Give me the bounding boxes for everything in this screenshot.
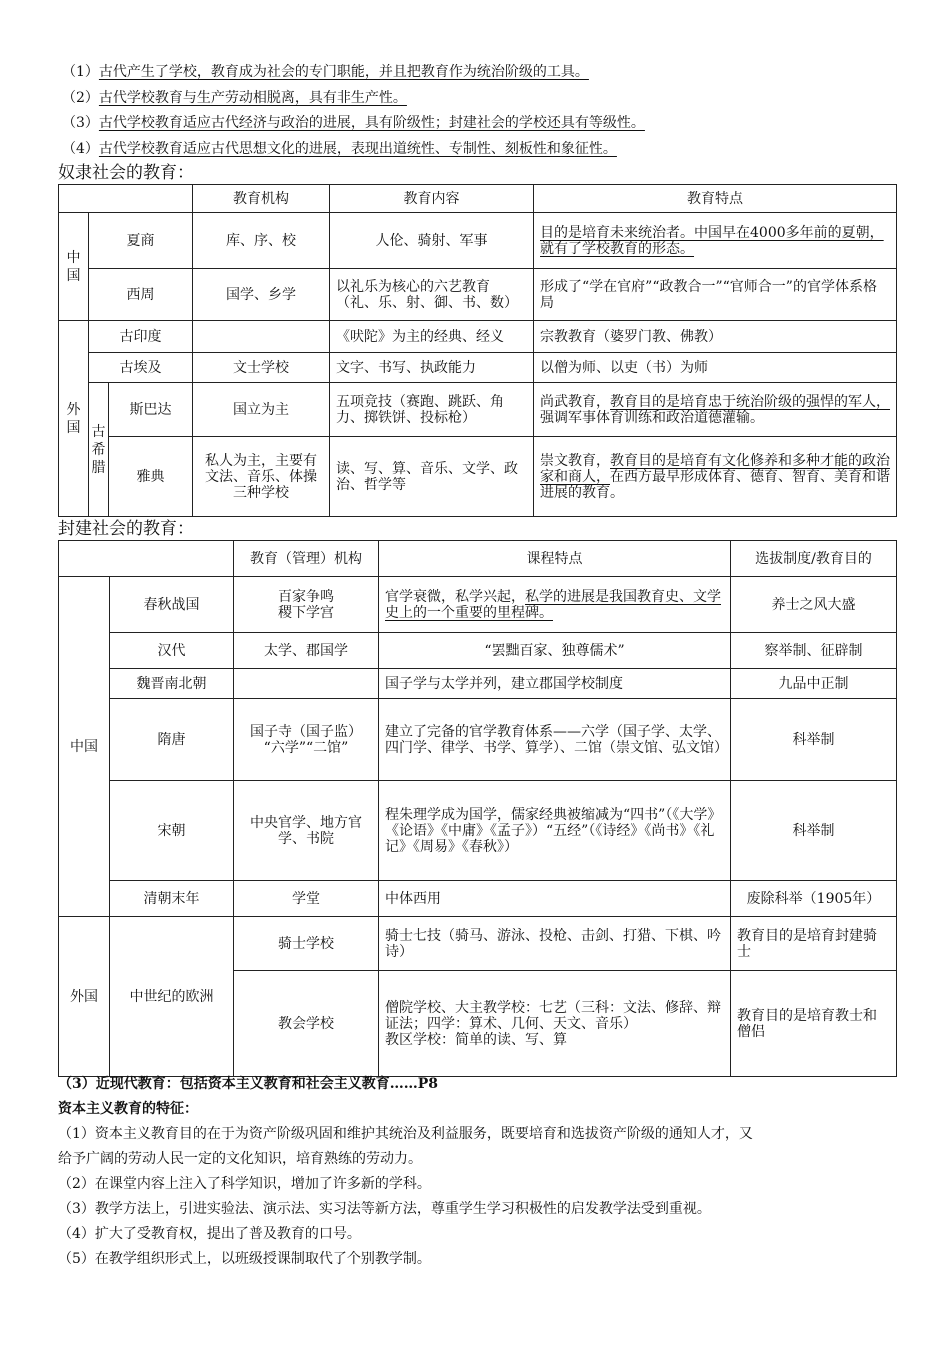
table-row (59, 383, 897, 437)
header-course: 课程特点 (379, 541, 731, 577)
content-cell: 文字、书写、执政能力 (330, 353, 534, 383)
course-cell: 官学衰微，私学兴起，私学的进展是我国教育史、文学史上的一个重要的里程碑。 (379, 577, 731, 633)
slave-education-table (58, 184, 897, 517)
institution-cell (234, 669, 379, 699)
table-row (59, 321, 897, 353)
vertical-char: 国 (66, 419, 81, 436)
selection-cell: 养士之风大盛 (731, 577, 897, 633)
vertical-char: 国 (66, 267, 81, 284)
course-cell: 建立了完备的官学教育体系——六学（国子学、太学、四门学、律学、书学、算学）、二馆（崇文馆、弘文馆） (379, 699, 731, 781)
table-row (59, 213, 897, 269)
intro-text: 古代学校教育与生产劳动相脱离，具有非生产性。 (98, 90, 407, 106)
modern-line: （3）近现代教育：包括资本主义教育和社会主义教育……P8 (58, 1076, 439, 1092)
period-name: 汉代 (110, 633, 234, 669)
capitalist-item: 给予广阔的劳动人民一定的文化知识，培育熟练的劳动力。 (58, 1151, 422, 1167)
capitalist-item: （3）教学方法上，引进实验法、演示法、实习法等新方法，尊重学生学习积极性的启发教学法受到重视。 (58, 1201, 711, 1217)
intro-line-3 (62, 113, 645, 133)
table-row (59, 881, 897, 917)
table-row (59, 699, 897, 781)
intro-line-2 (62, 88, 407, 108)
period-name: 夏商 (89, 213, 193, 269)
intro-prefix: （1） (62, 64, 99, 80)
capitalist-item: （5）在教学组织形式上，以班级授课制取代了个别教学制。 (58, 1251, 431, 1267)
intro-text: 古代学校教育适应古代思想文化的进展，表现出道统性、专制性、刻板性和象征性。 (98, 141, 617, 157)
capitalist-heading: 资本主义教育的特征： (58, 1101, 198, 1117)
region-foreign-label: 外国 (59, 917, 110, 1077)
period-name: 古印度 (89, 321, 193, 353)
course-cell: 骑士七技（骑马、游泳、投枪、击剑、打猎、下棋、吟诗） (379, 917, 731, 971)
region-china-label: 中国 (59, 577, 110, 917)
institution-cell: 教会学校 (234, 971, 379, 1077)
intro-prefix: （2） (62, 90, 99, 106)
greece-label (89, 383, 109, 517)
table-header-row (59, 185, 897, 213)
content-cell: 读、写、算、音乐、文学、政治、哲学等 (330, 437, 534, 517)
capitalist-item: （4）扩大了受教育权，提出了普及教育的口号。 (58, 1226, 361, 1242)
header-feature: 教育特点 (534, 185, 897, 213)
region-china-label (59, 213, 89, 321)
vertical-char: 希 (91, 441, 106, 458)
vertical-char: 外 (66, 401, 81, 418)
vertical-char: 中 (66, 249, 81, 266)
institution-cell: 骑士学校 (234, 917, 379, 971)
header-empty-cell (59, 541, 234, 577)
vertical-char: 古 (91, 423, 106, 440)
table-row (59, 669, 897, 699)
region-foreign-label (59, 321, 89, 517)
institution-cell: 国子寺（国子监） “六学”“二馆” (234, 699, 379, 781)
capitalist-item: （2）在课堂内容上注入了科学知识，增加了许多新的学科。 (58, 1176, 431, 1192)
course-cell: 僧院学校、大主教学校：七艺（三科：文法、修辞、辩证法；四学：算术、几何、天文、音乐） 教区学校：简单的读、写、算 (379, 971, 731, 1077)
feature-cell: 目的是培育未来统治者。中国早在4000多年前的夏朝，就有了学校教育的形态。 (534, 213, 897, 269)
institution-cell (193, 321, 330, 353)
table-row (59, 577, 897, 633)
header-institution: 教育（管理）机构 (234, 541, 379, 577)
table-row (59, 917, 897, 971)
intro-prefix: （3） (62, 115, 99, 131)
intro-text: 古代学校教育适应古代经济与政治的进展，具有阶级性；封建社会的学校还具有等级性。 (98, 115, 645, 131)
intro-line-4 (62, 139, 617, 159)
period-name: 斯巴达 (109, 383, 193, 437)
feature-cell: 宗教教育（婆罗门教、佛教） (534, 321, 897, 353)
period-name: 古埃及 (89, 353, 193, 383)
content-cell: 《吠陀》为主的经典、经义 (330, 321, 534, 353)
institution-cell: 太学、郡国学 (234, 633, 379, 669)
course-cell: 国子学与太学并列，建立郡国学校制度 (379, 669, 731, 699)
content-cell: 五项竞技（赛跑、跳跃、角力、掷铁饼、投标枪） (330, 383, 534, 437)
header-institution: 教育机构 (193, 185, 330, 213)
period-name: 隋唐 (110, 699, 234, 781)
institution-cell: 国立为主 (193, 383, 330, 437)
institution-cell: 私人为主，主要有文法、音乐、体操三种学校 (193, 437, 330, 517)
institution-cell: 库、序、校 (193, 213, 330, 269)
selection-cell: 察举制、征辟制 (731, 633, 897, 669)
period-name: 宋朝 (110, 781, 234, 881)
selection-cell: 科举制 (731, 699, 897, 781)
feature-cell: 尚武教育，教育目的是培育忠于统治阶级的强悍的军人，强调军事体育训练和政治道德灌输。 (534, 383, 897, 437)
table-row (59, 633, 897, 669)
period-name: 中世纪的欧洲 (110, 917, 234, 1077)
institution-cell: 学堂 (234, 881, 379, 917)
feature-cell: 崇文教育，教育目的是培育有文化修养和多种才能的政治家和商人，在西方最早形成体育、德育、智育、美育和谐进展的教育。 (534, 437, 897, 517)
course-cell: “罢黜百家、独尊儒术” (379, 633, 731, 669)
table-header-row (59, 541, 897, 577)
vertical-char: 腊 (91, 459, 106, 476)
period-name: 魏晋南北朝 (110, 669, 234, 699)
feudal-heading: 封建社会的教育： (58, 519, 194, 539)
institution-cell: 国学、乡学 (193, 269, 330, 321)
header-selection: 选拔制度/教育目的 (731, 541, 897, 577)
institution-cell: 中央官学、地方官学、书院 (234, 781, 379, 881)
selection-cell: 九品中正制 (731, 669, 897, 699)
selection-cell: 废除科举（1905年） (731, 881, 897, 917)
selection-cell: 教育目的是培育封建骑士 (731, 917, 897, 971)
period-name: 春秋战国 (110, 577, 234, 633)
content-cell: 以礼乐为核心的六艺教育（礼、乐、射、御、书、数） (330, 269, 534, 321)
course-cell: 程朱理学成为国学，儒家经典被缩减为“四书”（《大学》《论语》《中庸》《孟子》）“五经”（《诗经》《尚书》《礼记》《周易》《春秋》） (379, 781, 731, 881)
institution-cell: 百家争鸣 稷下学宫 (234, 577, 379, 633)
header-empty-cell (59, 185, 193, 213)
capitalist-item: （1）资本主义教育目的在于为资产阶级巩固和维护其统治及利益服务，既要培育和选拔资产阶级的通知人才，又 (58, 1126, 753, 1142)
selection-cell: 科举制 (731, 781, 897, 881)
selection-cell: 教育目的是培育教士和僧侣 (731, 971, 897, 1077)
period-name: 西周 (89, 269, 193, 321)
course-cell: 中体西用 (379, 881, 731, 917)
content-cell: 人伦、骑射、军事 (330, 213, 534, 269)
table-row (59, 437, 897, 517)
slave-heading: 奴隶社会的教育： (58, 163, 194, 183)
intro-text: 古代产生了学校，教育成为社会的专门职能，并且把教育作为统治阶级的工具。 (98, 64, 589, 80)
feature-cell: 以僧为师、以吏（书）为师 (534, 353, 897, 383)
period-name: 清朝末年 (110, 881, 234, 917)
feature-cell: 形成了“学在官府”“政教合一”“官师合一”的官学体系格局 (534, 269, 897, 321)
intro-prefix: （4） (62, 141, 99, 157)
feudal-education-table (58, 540, 897, 1077)
intro-line-1 (62, 62, 589, 82)
table-row (59, 269, 897, 321)
table-row (59, 781, 897, 881)
period-name: 雅典 (109, 437, 193, 517)
header-content: 教育内容 (330, 185, 534, 213)
institution-cell: 文士学校 (193, 353, 330, 383)
table-row (59, 353, 897, 383)
